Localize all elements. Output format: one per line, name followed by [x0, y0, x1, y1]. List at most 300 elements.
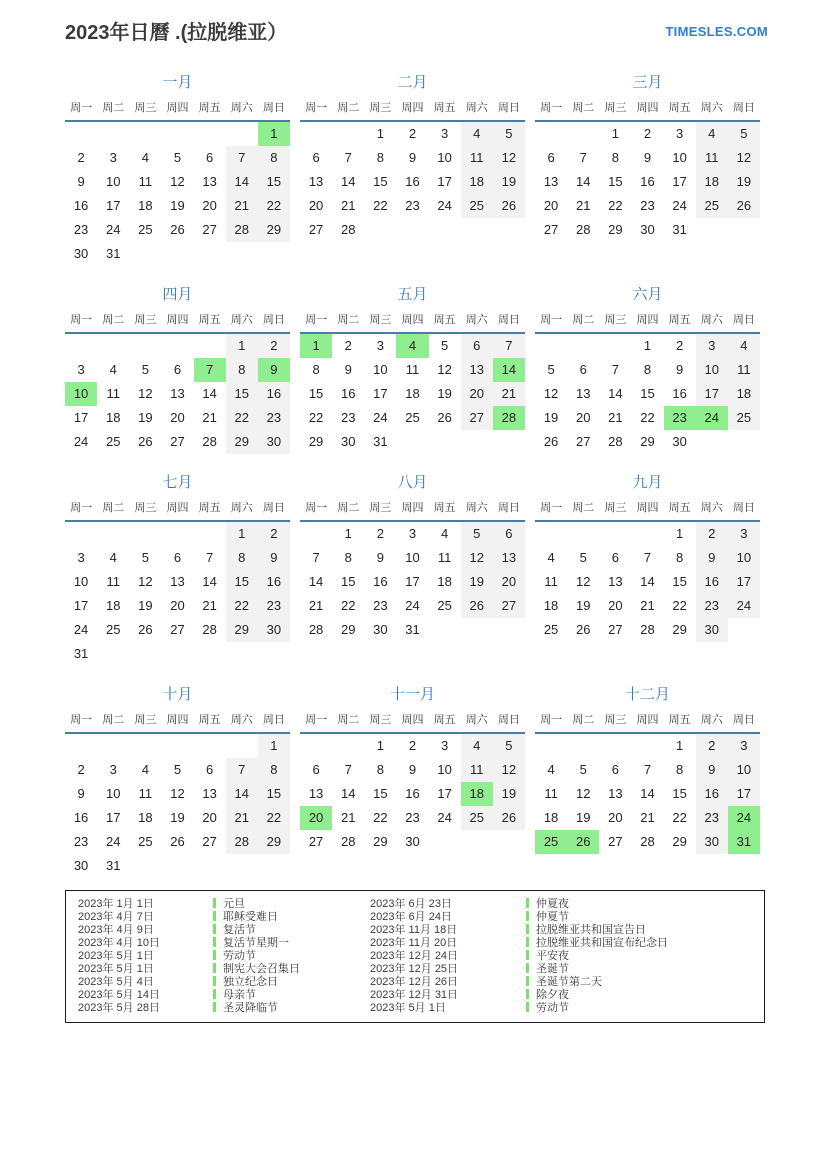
day-cell: 1 — [258, 122, 290, 146]
day-cell: 5 — [173, 150, 182, 165]
day-cell: 9 — [77, 174, 85, 189]
weekday-label: 周日 — [732, 102, 755, 114]
day-cell: 9 — [77, 786, 85, 801]
day-cell: 4 — [696, 122, 728, 146]
day-cell: 26 — [437, 410, 452, 425]
day-cell: 23 — [373, 598, 388, 613]
day-cell: 19 — [575, 598, 591, 613]
day-cell: 28 — [226, 218, 258, 242]
day-cell: 13 — [461, 358, 493, 382]
legend-name-text: 劳动节 — [536, 1002, 569, 1014]
day-cell: 17 — [728, 782, 760, 806]
empty-cell — [161, 242, 193, 266]
day-cell: 16 — [373, 574, 388, 589]
day-cell: 20 — [575, 410, 591, 425]
weekday-label: 周日 — [262, 502, 285, 514]
weekday-label: 周日 — [497, 102, 520, 114]
day-cell: 10 — [437, 150, 452, 165]
day-cell: 13 — [608, 786, 623, 801]
day-cell: 9 — [408, 150, 417, 165]
day-cell: 22 — [640, 410, 655, 425]
day-cell: 3 — [441, 126, 449, 141]
weekday-label: 周二 — [337, 502, 360, 514]
day-cell: 1 — [643, 338, 652, 353]
day-cell: 13 — [170, 574, 185, 589]
day-cell: 4 — [547, 550, 555, 565]
holiday-marker-icon — [213, 989, 216, 999]
weekday-label: 周六 — [230, 502, 253, 514]
day-cell: 8 — [643, 362, 652, 377]
weekday-label: 周日 — [732, 714, 755, 726]
day-cell: 15 — [640, 386, 655, 401]
day-cell: 20 — [461, 382, 493, 406]
day-cell: 5 — [141, 362, 149, 377]
day-cell: 12 — [138, 574, 153, 589]
weekday-header — [300, 500, 525, 522]
day-cell: 4 — [461, 122, 493, 146]
day-cell: 9 — [344, 362, 352, 377]
day-cell: 20 — [608, 810, 623, 825]
month-title: 一月 — [162, 74, 193, 91]
legend-name-text: 平安夜 — [536, 950, 569, 962]
day-cell: 30 — [672, 434, 687, 449]
day-cell: 12 — [493, 146, 525, 170]
day-cell: 7 — [344, 762, 352, 777]
weekday-label: 周五 — [668, 314, 691, 326]
day-cell: 10 — [437, 762, 452, 777]
day-cell: 13 — [202, 786, 217, 801]
day-cell: 3 — [109, 762, 117, 777]
day-cell: 17 — [672, 174, 687, 189]
empty-cell — [332, 734, 364, 758]
weekday-label: 周一 — [540, 314, 563, 326]
day-cell: 31 — [373, 434, 388, 449]
legend-name-text: 劳动节 — [223, 950, 256, 962]
weekday-label: 周二 — [572, 714, 595, 726]
day-cell: 16 — [672, 386, 687, 401]
legend-name — [213, 924, 370, 937]
holiday-marker-icon — [213, 950, 216, 960]
empty-cell — [300, 734, 332, 758]
day-cell: 11 — [405, 362, 420, 377]
weekday-label: 周二 — [572, 502, 595, 514]
weekday-header — [65, 712, 290, 734]
day-cell: 31 — [728, 830, 760, 854]
empty-cell — [161, 854, 193, 878]
day-cell: 4 — [441, 526, 449, 541]
day-cell: 18 — [138, 198, 153, 213]
legend-date: 2023年 5月 28日 — [78, 1002, 160, 1014]
day-cell: 24 — [728, 806, 760, 830]
day-cell: 23 — [405, 198, 420, 213]
day-cell: 9 — [676, 362, 684, 377]
weekday-label: 周一 — [305, 502, 328, 514]
legend-name — [526, 989, 764, 1002]
day-cell: 20 — [170, 410, 185, 425]
day-cell: 25 — [696, 194, 728, 218]
day-cell: 21 — [608, 410, 623, 425]
day-cell: 22 — [308, 410, 324, 425]
month-title: 十月 — [162, 686, 193, 703]
day-cell: 14 — [608, 386, 623, 401]
day-cell: 22 — [258, 194, 290, 218]
holiday-marker-icon — [213, 937, 216, 947]
weekday-header — [300, 312, 525, 334]
empty-cell — [599, 734, 631, 758]
day-cell: 6 — [312, 150, 320, 165]
legend-name — [213, 898, 370, 911]
day-cell: 23 — [340, 410, 356, 425]
legend-name — [526, 1002, 764, 1015]
empty-cell — [696, 218, 728, 242]
day-cell: 9 — [408, 762, 417, 777]
day-cell: 28 — [608, 434, 623, 449]
day-cell: 5 — [173, 762, 182, 777]
day-cell: 16 — [73, 810, 89, 825]
day-cell: 27 — [608, 622, 623, 637]
weekday-label: 周四 — [166, 102, 189, 114]
day-cell: 6 — [173, 550, 182, 565]
day-cell: 21 — [493, 382, 525, 406]
day-cell: 5 — [547, 362, 555, 377]
empty-cell — [300, 522, 332, 546]
day-cell: 19 — [728, 170, 760, 194]
day-cell: 25 — [105, 622, 121, 637]
day-cell: 13 — [170, 386, 185, 401]
weekday-label: 周二 — [572, 102, 595, 114]
legend-name-text: 圣诞节第二天 — [536, 976, 602, 988]
day-cell: 24 — [728, 594, 760, 618]
legend-date: 2023年 4月 10日 — [78, 937, 160, 949]
holiday-marker-icon — [213, 963, 216, 973]
empty-cell — [161, 642, 193, 666]
empty-cell — [97, 522, 129, 546]
day-cell: 26 — [493, 194, 525, 218]
day-cell: 11 — [138, 174, 153, 189]
day-cell: 14 — [575, 174, 591, 189]
day-cell: 10 — [728, 758, 760, 782]
day-cell: 6 — [206, 762, 214, 777]
weekday-label: 周日 — [732, 314, 755, 326]
day-cell: 3 — [77, 550, 85, 565]
day-cell: 15 — [373, 786, 388, 801]
day-cell: 1 — [258, 734, 290, 758]
day-cell: 3 — [77, 362, 85, 377]
empty-cell — [129, 854, 161, 878]
empty-cell — [696, 430, 728, 454]
weekday-label: 周日 — [497, 502, 520, 514]
day-cell: 28 — [640, 834, 655, 849]
day-cell: 12 — [543, 386, 559, 401]
legend-name-text: 拉脱维亚共和国宣告日 — [536, 924, 646, 936]
month-block — [65, 686, 290, 878]
day-cell: 29 — [226, 430, 258, 454]
day-cell: 6 — [173, 362, 182, 377]
day-cell: 28 — [575, 222, 591, 237]
day-cell: 4 — [141, 762, 149, 777]
empty-cell — [429, 430, 461, 454]
weekday-label: 周二 — [337, 314, 360, 326]
day-cell: 19 — [575, 810, 591, 825]
day-cell: 13 — [493, 546, 525, 570]
day-cell: 8 — [676, 550, 684, 565]
day-cell: 9 — [376, 550, 384, 565]
day-cell: 9 — [696, 758, 728, 782]
empty-cell — [129, 734, 161, 758]
day-cell: 7 — [226, 146, 258, 170]
day-cell: 15 — [308, 386, 324, 401]
day-cell: 19 — [138, 410, 153, 425]
month-days — [535, 522, 760, 642]
month-title: 十二月 — [624, 686, 670, 703]
day-cell: 15 — [258, 170, 290, 194]
weekday-label: 周六 — [700, 502, 723, 514]
day-cell: 10 — [73, 574, 89, 589]
day-cell: 3 — [728, 734, 760, 758]
day-cell: 11 — [544, 786, 558, 801]
weekday-label: 周三 — [134, 102, 157, 114]
day-cell: 6 — [579, 362, 587, 377]
day-cell: 18 — [461, 782, 493, 806]
day-cell: 29 — [308, 434, 324, 449]
day-cell: 22 — [672, 598, 687, 613]
month-days — [65, 334, 290, 454]
day-cell: 3 — [728, 522, 760, 546]
weekday-label: 周四 — [636, 502, 659, 514]
day-cell: 30 — [73, 858, 89, 873]
holiday-marker-icon — [526, 976, 529, 986]
day-cell: 24 — [73, 434, 89, 449]
day-cell: 16 — [73, 198, 89, 213]
weekday-label: 周五 — [433, 102, 456, 114]
day-cell: 6 — [611, 550, 619, 565]
day-cell: 4 — [461, 734, 493, 758]
day-cell: 2 — [258, 334, 290, 358]
weekday-label: 周四 — [401, 314, 424, 326]
day-cell: 27 — [608, 834, 623, 849]
day-cell: 31 — [105, 858, 121, 873]
month-days — [535, 334, 760, 454]
empty-cell — [226, 242, 258, 266]
day-cell: 20 — [300, 806, 332, 830]
day-cell: 11 — [696, 146, 728, 170]
day-cell: 8 — [376, 762, 384, 777]
holiday-marker-icon — [213, 911, 216, 921]
empty-cell — [97, 734, 129, 758]
day-cell: 29 — [373, 834, 388, 849]
day-cell: 23 — [73, 834, 89, 849]
empty-cell — [65, 734, 97, 758]
day-cell: 15 — [226, 570, 258, 594]
day-cell: 30 — [73, 246, 89, 261]
day-cell: 20 — [543, 198, 559, 213]
weekday-header — [65, 100, 290, 122]
day-cell: 24 — [73, 622, 89, 637]
day-cell: 25 — [461, 194, 493, 218]
day-cell: 5 — [579, 762, 587, 777]
weekday-label: 周三 — [604, 714, 627, 726]
legend-name — [526, 937, 764, 950]
holiday-marker-icon — [526, 989, 529, 999]
day-cell: 7 — [226, 758, 258, 782]
legend-date: 2023年 6月 24日 — [370, 911, 452, 923]
day-cell: 18 — [696, 170, 728, 194]
day-cell: 15 — [672, 786, 687, 801]
empty-cell — [97, 122, 129, 146]
day-cell: 23 — [258, 594, 290, 618]
day-cell: 5 — [461, 522, 493, 546]
day-cell: 24 — [405, 598, 420, 613]
day-cell: 19 — [170, 198, 185, 213]
legend-date: 2023年 12月 25日 — [370, 963, 459, 975]
day-cell: 5 — [493, 734, 525, 758]
month-days — [65, 734, 290, 878]
weekday-label: 周四 — [166, 314, 189, 326]
day-cell: 14 — [640, 786, 655, 801]
day-cell: 15 — [226, 382, 258, 406]
month-block — [300, 474, 525, 666]
empty-cell — [161, 334, 193, 358]
weekday-label: 周六 — [230, 102, 253, 114]
empty-cell — [129, 642, 161, 666]
day-cell: 31 — [672, 222, 687, 237]
weekday-label: 周六 — [465, 714, 488, 726]
empty-cell — [194, 334, 226, 358]
day-cell: 29 — [672, 834, 687, 849]
day-cell: 18 — [437, 574, 452, 589]
day-cell: 6 — [611, 762, 619, 777]
day-cell: 16 — [696, 782, 728, 806]
day-cell: 8 — [676, 762, 684, 777]
day-cell: 6 — [493, 522, 525, 546]
month-days — [65, 522, 290, 666]
day-cell: 13 — [543, 174, 559, 189]
day-cell: 12 — [437, 362, 452, 377]
day-cell: 22 — [672, 810, 687, 825]
day-cell: 23 — [696, 594, 728, 618]
day-cell: 21 — [640, 810, 655, 825]
legend-date: 2023年 4月 9日 — [78, 924, 154, 936]
legend-name — [526, 898, 764, 911]
holiday-marker-icon — [213, 976, 216, 986]
day-cell: 28 — [308, 622, 324, 637]
day-cell: 20 — [608, 598, 623, 613]
day-cell: 12 — [170, 786, 185, 801]
day-cell: 27 — [308, 834, 324, 849]
day-cell: 7 — [344, 150, 352, 165]
weekday-label: 周五 — [433, 314, 456, 326]
day-cell: 3 — [676, 126, 684, 141]
day-cell: 6 — [312, 762, 320, 777]
weekday-label: 周六 — [700, 314, 723, 326]
weekday-label: 周四 — [401, 502, 424, 514]
day-cell: 11 — [138, 786, 153, 801]
legend-name-text: 母亲节 — [223, 989, 256, 1001]
day-cell: 1 — [226, 522, 258, 546]
legend-name — [526, 950, 764, 963]
legend-name — [213, 950, 370, 963]
month-title: 十一月 — [389, 686, 435, 703]
day-cell: 9 — [643, 150, 652, 165]
day-cell: 30 — [340, 434, 356, 449]
empty-cell — [535, 122, 567, 146]
empty-cell — [364, 218, 396, 242]
day-cell: 11 — [728, 358, 760, 382]
day-cell: 8 — [376, 150, 384, 165]
day-cell: 21 — [340, 810, 356, 825]
weekday-header — [300, 100, 525, 122]
empty-cell — [129, 334, 161, 358]
day-cell: 14 — [640, 574, 655, 589]
day-cell: 2 — [408, 738, 417, 753]
day-cell: 25 — [138, 222, 153, 237]
day-cell: 18 — [105, 410, 121, 425]
day-cell: 21 — [575, 198, 591, 213]
empty-cell — [161, 122, 193, 146]
day-cell: 14 — [340, 174, 356, 189]
day-cell: 20 — [170, 598, 185, 613]
month-days — [535, 122, 760, 242]
weekday-header — [535, 500, 760, 522]
empty-cell — [461, 218, 493, 242]
day-cell: 25 — [728, 406, 760, 430]
day-cell: 11 — [106, 386, 120, 401]
day-cell: 7 — [643, 762, 652, 777]
day-cell: 20 — [493, 570, 525, 594]
day-cell: 30 — [405, 834, 420, 849]
empty-cell — [396, 430, 428, 454]
weekday-label: 周二 — [337, 102, 360, 114]
page-header — [65, 20, 768, 46]
empty-cell — [461, 618, 493, 642]
legend-name-text: 圣灵降临节 — [223, 1002, 278, 1014]
legend-name-text: 仲夏夜 — [536, 898, 569, 910]
weekday-label: 周六 — [465, 314, 488, 326]
month-days — [300, 734, 525, 854]
weekday-label: 周一 — [70, 502, 93, 514]
day-cell: 6 — [461, 334, 493, 358]
day-cell: 26 — [138, 622, 153, 637]
day-cell: 3 — [408, 526, 417, 541]
month-days — [300, 522, 525, 642]
weekday-label: 周日 — [262, 714, 285, 726]
day-cell: 15 — [608, 174, 623, 189]
day-cell: 1 — [376, 126, 384, 141]
day-cell: 16 — [340, 386, 356, 401]
day-cell: 10 — [728, 546, 760, 570]
empty-cell — [728, 618, 760, 642]
weekday-label: 周二 — [337, 714, 360, 726]
day-cell: 3 — [696, 334, 728, 358]
empty-cell — [493, 618, 525, 642]
legend-box — [65, 890, 765, 1023]
day-cell: 24 — [437, 198, 452, 213]
legend-name-text: 仲夏节 — [536, 911, 569, 923]
day-cell: 2 — [77, 150, 85, 165]
day-cell: 7 — [611, 362, 619, 377]
weekday-label: 周五 — [668, 714, 691, 726]
empty-cell — [599, 522, 631, 546]
day-cell: 13 — [308, 786, 324, 801]
day-cell: 30 — [258, 618, 290, 642]
day-cell: 19 — [493, 782, 525, 806]
weekday-label: 周四 — [636, 714, 659, 726]
day-cell: 19 — [170, 810, 185, 825]
legend-date: 2023年 6月 23日 — [370, 898, 452, 910]
day-cell: 17 — [405, 574, 420, 589]
site-logo[interactable]: TIMESLES.COM — [665, 24, 768, 39]
day-cell: 23 — [696, 806, 728, 830]
